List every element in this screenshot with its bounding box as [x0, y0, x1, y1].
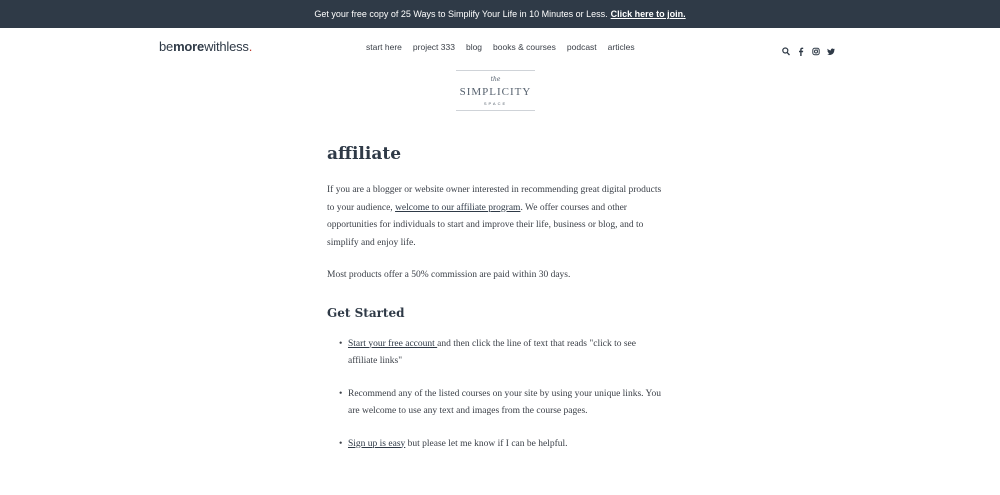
site-logo[interactable]	[159, 39, 252, 54]
site-header	[0, 28, 1000, 66]
nav-start-here[interactable]: start here	[366, 42, 402, 52]
nav-podcast[interactable]: podcast	[566, 42, 597, 52]
list-item	[348, 436, 667, 454]
instagram-icon[interactable]	[812, 41, 820, 50]
nav-blog[interactable]: blog	[465, 42, 483, 52]
section-heading-get-started: Get Started	[327, 305, 405, 320]
simplicity-space-logo[interactable]	[456, 70, 535, 111]
page-title: affiliate	[327, 144, 402, 164]
steps-list	[327, 336, 667, 454]
list-item-text: and then click the line of text that reads "click to see affiliate links"	[348, 338, 636, 366]
intro-text-before: If you are a blogger or website owner interested in recommending great digital products to your audience,	[327, 185, 662, 213]
list-item	[348, 386, 667, 421]
announcement-text: Get your free copy of 25 Ways to Simplify Your Life in 10 Minutes or Less.	[314, 9, 608, 19]
nav-articles[interactable]: articles	[607, 42, 635, 52]
start-free-account-link[interactable]: Start your free account	[348, 338, 438, 349]
list-item	[348, 336, 667, 371]
affiliate-program-link[interactable]: welcome to our affiliate program	[395, 202, 521, 213]
intro-text-after: . We offer courses and other opportunities for individuals to start and improve their life, business or blog, and to simplify and enjoy life.	[327, 202, 644, 248]
logo-part-more: more	[173, 39, 205, 54]
header-icons	[782, 41, 835, 50]
announcement-join-link[interactable]: Click here to join.	[610, 9, 686, 19]
logo-dot: .	[248, 39, 253, 54]
sign-up-link[interactable]: Sign up is easy	[348, 438, 406, 449]
main-content	[327, 140, 667, 468]
list-item-text: but please let me know if I can be helpful.	[405, 438, 568, 449]
logo-part-withless: withless	[204, 39, 249, 54]
twitter-icon[interactable]	[827, 41, 835, 50]
commission-paragraph: Most products offer a 50% commission are paid within 30 days.	[327, 270, 571, 280]
facebook-icon[interactable]	[797, 41, 805, 50]
logo-part-be: be	[159, 39, 174, 54]
badge-title: SIMPLICITY	[459, 86, 532, 98]
badge-the: the	[490, 76, 501, 83]
intro-paragraph	[327, 182, 667, 252]
badge-subtitle: SPACE	[483, 101, 508, 106]
search-icon[interactable]	[782, 41, 790, 50]
nav-project-333[interactable]: project 333	[412, 42, 455, 52]
announcement-bar	[0, 0, 1000, 28]
list-item-text: Recommend any of the listed courses on your site by using your unique links. You are welcome to use any text and images from the course pages.	[348, 388, 661, 416]
nav-books-courses[interactable]: books & courses	[493, 42, 556, 52]
main-nav	[366, 42, 635, 52]
